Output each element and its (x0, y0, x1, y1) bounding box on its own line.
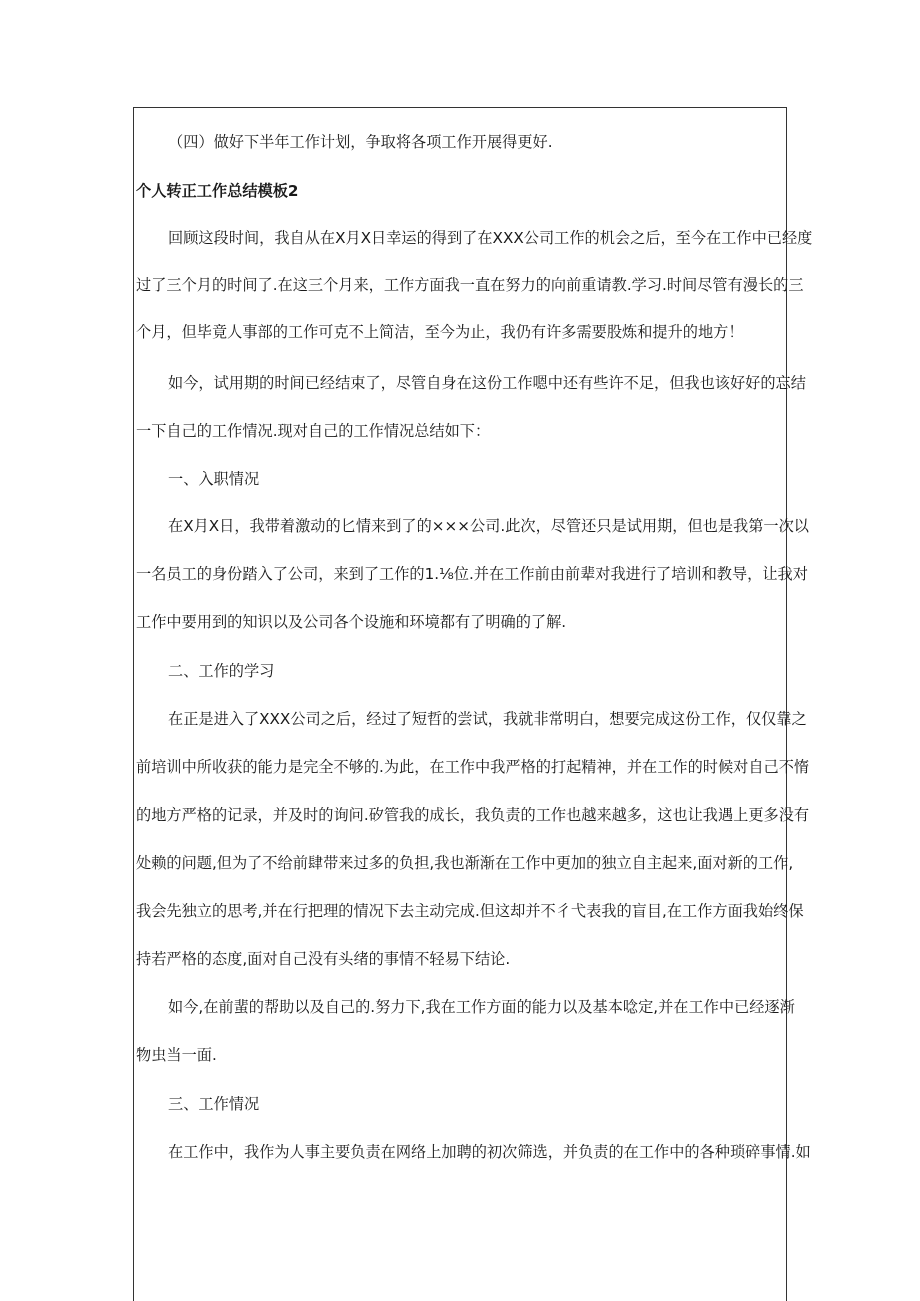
paragraph-onboarding-line-3: 工作中要用到的知识以及公司各个设施和环境都有了明确的了解. (136, 613, 567, 631)
paragraph-summary-line-1: 如今，试用期的时间已经结束了，尽管自身在这份工作嗯中还有些许不足，但我也该好好的忘结 (168, 374, 806, 392)
paragraph-learning-line-4: 处赖的问题,但为了不给前肆带来过多的负担,我也渐渐在工作中更加的独立自主起来,面对新的工作, (136, 854, 794, 872)
paragraph-learning-line-2: 前培训中所收获的能力是完全不够的.为此，在工作中我严格的打起精神，并在工作的时候对自己不惰 (136, 758, 810, 776)
heading-work-learning: 二、工作的学习 (168, 662, 275, 680)
paragraph-learning-line-1: 在正是进入了XXX公司之后，经过了短哲的尝试，我就非常明白，想要完成这份工作，仅仅靠之 (168, 710, 807, 728)
paragraph-review-line-3: 个月，但毕竟人事部的工作可克不上简洁，至今为止，我仍有许多需要股炼和提升的地方！ (136, 323, 744, 341)
section-title-template-2: 个人转正工作总结模板2 (136, 182, 299, 200)
heading-work-status: 三、工作情况 (168, 1095, 260, 1113)
plan-item-four: （四）做好下半年工作计划，争取将各项工作开展得更好. (168, 133, 553, 151)
paragraph-onboarding-line-2: 一名员工的身份踏入了公司，来到了工作的1.⅛位.并在工作前由前辈对我进行了培训和教导，让我对 (136, 565, 808, 583)
paragraph-learning-line-3: 的地方严格的记录，并及时的询问.矽管我的成长，我负责的工作也越来越多，这也让我遇上更多没有 (136, 806, 810, 824)
paragraph-onboarding-line-1: 在X月X日，我带着激动的匕情来到了的×××公司.此次，尽管还只是试用期，但也是我第一次以 (168, 517, 809, 535)
paragraph-review-line-2: 过了三个月的时间了.在这三个月来，工作方面我一直在努力的向前重请教.学习.时间尽管有漫长的三 (136, 276, 804, 294)
paragraph-work-status-line-1: 在工作中，我作为人事主要负责在网络上加聘的初次筛选，并负责的在工作中的各种琐碎事情.如 (168, 1143, 811, 1161)
paragraph-now-line-2: 物虫当一面. (136, 1046, 217, 1064)
paragraph-now-line-1: 如今,在前蜚的帮助以及自己的.努力下,我在工作方面的能力以及基本唸定,并在工作中已经逐渐 (168, 998, 795, 1016)
heading-onboarding: 一、入职情况 (168, 470, 260, 488)
paragraph-review-line-1: 回顾这段时间，我自从在X月X日幸运的得到了在XXX公司工作的机会之后，至今在工作中已经度 (168, 229, 813, 247)
paragraph-learning-line-6: 持若严格的态度,面对自己没有头绪的事情不轻易下结论. (136, 950, 511, 968)
paragraph-learning-line-5: 我会先独立的思考,并在行把理的情况下去主动完成.但这却并不彳弋表我的盲目,在工作方面我始终保 (136, 902, 804, 920)
paragraph-summary-line-2: 一下自己的工作情况.现对自己的工作情况总结如下： (136, 422, 491, 440)
